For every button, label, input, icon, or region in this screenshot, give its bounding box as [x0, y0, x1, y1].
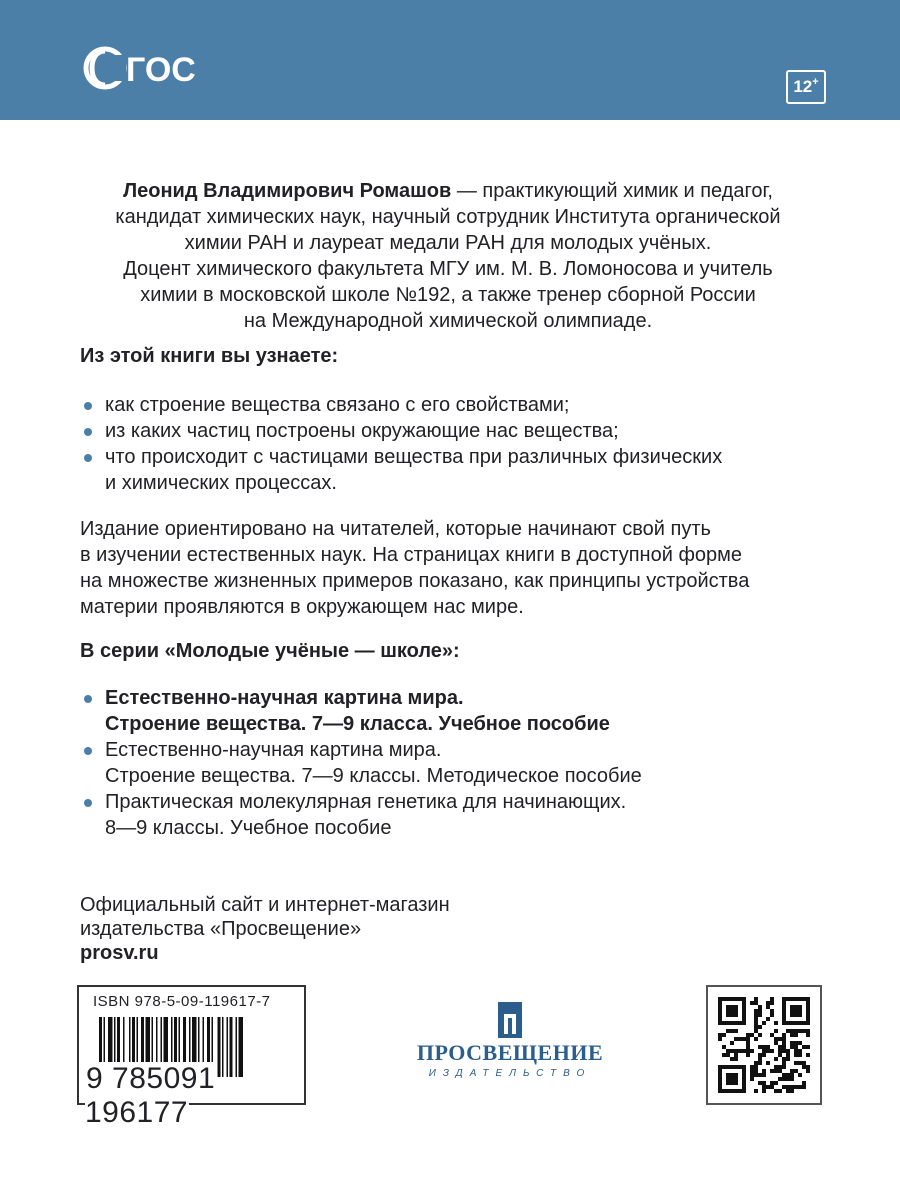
fgos-logo-text: ГОС: [126, 50, 196, 89]
age-rating-number: 12: [793, 77, 813, 96]
list-item-text: что происходит с частицами вещества при различных физических: [105, 446, 723, 468]
description-line-3: на множестве жизненных примеров показано, как принципы устройства: [80, 570, 750, 592]
qr-code: [706, 985, 822, 1105]
list-item: [80, 789, 642, 841]
list-item-text-cont: Строение вещества. 7—9 классы. Методическое пособие: [105, 765, 642, 787]
bio-line-2: кандидат химических наук, научный сотрудник Института органической: [115, 206, 781, 228]
shop-line-2: издательства «Просвещение»: [80, 918, 362, 940]
list-item: [80, 685, 642, 737]
list-item: [80, 444, 722, 496]
qr-code-icon: [718, 997, 810, 1093]
shop-line-1: Официальный сайт и интернет-магазин: [80, 894, 450, 916]
list-item-text-cont: и химических процессах.: [105, 472, 337, 494]
list-item-text: Естественно-научная картина мира.: [105, 687, 464, 709]
description-line-2: в изучении естественных наук. На страницах книги в доступной форме: [80, 544, 743, 566]
bullet-icon: [84, 454, 92, 462]
site-link[interactable]: prosv.ru: [80, 942, 159, 964]
learn-heading: Из этой книги вы узнаете:: [80, 345, 339, 367]
list-item-text: Практическая молекулярная генетика для начинающих.: [105, 791, 627, 813]
list-item-text: Естественно-научная картина мира.: [105, 739, 442, 761]
age-rating-plus: +: [812, 76, 819, 88]
author-name: Леонид Владимирович Ромашов: [123, 180, 452, 202]
fgos-emblem-icon: [82, 43, 128, 93]
bio-line-6: на Международной химической олимпиаде.: [243, 310, 653, 332]
bio-line-4: Доцент химического факультета МГУ им. М. В. Ломоносова и учитель: [123, 258, 773, 280]
learn-list: [80, 392, 722, 496]
bullet-icon: [84, 747, 92, 755]
bio-line-1-rest: — практикующий химик и педагог,: [451, 180, 773, 202]
series-list: [80, 685, 642, 841]
series-heading: В серии «Молодые учёные — школе»:: [80, 640, 460, 662]
bullet-icon: [84, 428, 92, 436]
fgos-logo: [82, 36, 196, 100]
description-line-1: Издание ориентировано на читателей, которые начинают свой путь: [80, 518, 711, 540]
list-item: [80, 737, 642, 789]
publisher-subtitle: ИЗДАТЕЛЬСТВО: [428, 1068, 592, 1079]
bio-line-1: [88, 178, 808, 204]
description: [80, 516, 820, 620]
barcode-digits-text: 9 785091 196177: [85, 1062, 216, 1129]
shop-info: [80, 893, 580, 965]
barcode-digits: [85, 1062, 304, 1130]
bullet-icon: [84, 402, 92, 410]
publisher-name: ПРОСВЕЩЕНИЕ: [416, 1040, 604, 1065]
publisher-emblem-icon: [490, 1000, 530, 1040]
description-line-4: материи проявляются в окружающем нас мире.: [80, 596, 524, 618]
author-bio: [88, 178, 808, 334]
list-item-text-cont: 8—9 классы. Учебное пособие: [105, 817, 392, 839]
bio-line-3: химии РАН и лауреат медали РАН для молодых учёных.: [184, 232, 712, 254]
list-item: [80, 418, 722, 444]
age-rating-badge: [786, 70, 826, 104]
list-item-text: из каких частиц построены окружающие нас вещества;: [105, 420, 619, 442]
list-item-text-cont: Строение вещества. 7—9 класса. Учебное пособие: [105, 713, 610, 735]
bullet-icon: [84, 799, 92, 807]
bullet-icon: [84, 695, 92, 703]
publisher-logo: [410, 1000, 610, 1085]
bio-line-5: химии в московской школе №192, а также тренер сборной России: [140, 284, 756, 306]
list-item-text: как строение вещества связано с его свойствами;: [105, 394, 570, 416]
isbn-label: ISBN 978-5-09-119617-7: [93, 993, 271, 1010]
list-item: [80, 392, 722, 418]
isbn-barcode: [77, 985, 306, 1129]
